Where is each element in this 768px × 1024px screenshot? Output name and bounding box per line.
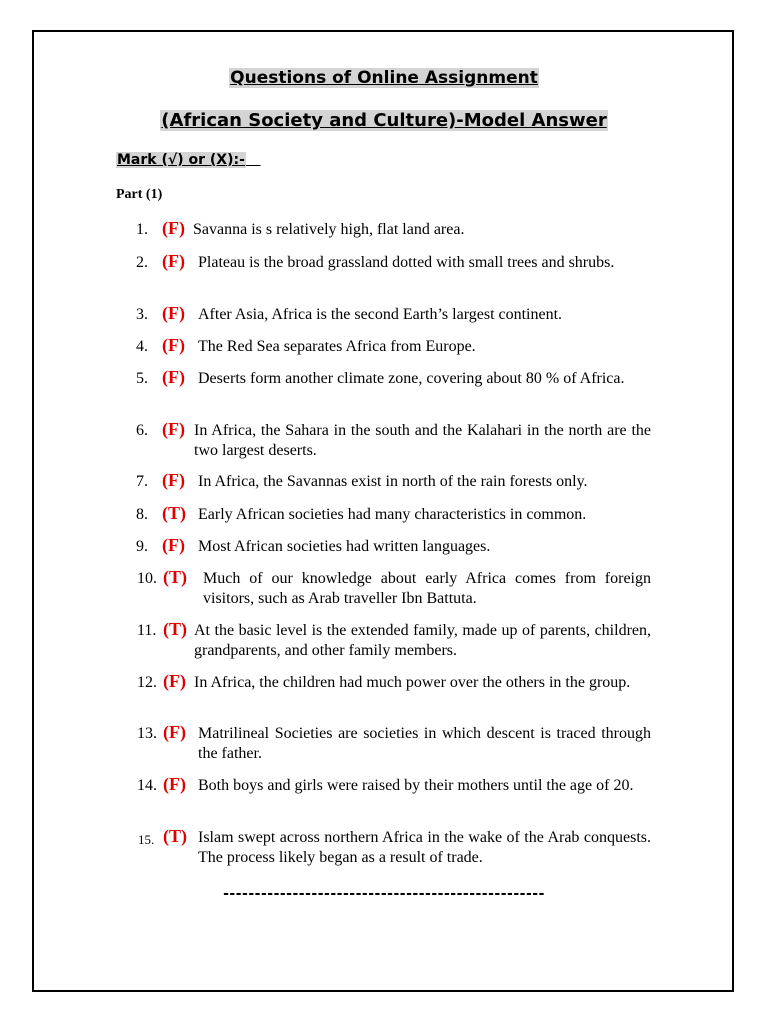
question-number: 6. — [136, 422, 148, 439]
question-item — [136, 253, 651, 273]
answer-mark: (F) — [163, 774, 186, 794]
answer-mark: (F) — [163, 722, 186, 742]
question-item — [136, 673, 651, 693]
question-item — [136, 337, 651, 357]
answer-mark: (F) — [162, 335, 185, 355]
question-number: 13. — [137, 725, 157, 742]
question-text: Most African societies had written languages. — [198, 538, 491, 555]
question-number: 1. — [136, 221, 148, 238]
question-text: The Red Sea separates Africa from Europe. — [198, 338, 476, 355]
question-text: Both boys and girls were raised by their mothers until the age of 20. — [198, 777, 634, 794]
answer-mark: (F) — [162, 367, 185, 387]
question-item — [136, 569, 651, 609]
answer-mark: (F) — [162, 218, 185, 238]
question-text: After Asia, Africa is the second Earth’s largest continent. — [198, 306, 563, 323]
answer-mark: (F) — [163, 671, 186, 691]
question-number: 15. — [138, 832, 155, 847]
question-text: Matrilineal Societies are societies in which descent is traced through the father. — [198, 725, 651, 762]
question-item — [136, 537, 651, 557]
answer-mark: (F) — [162, 470, 185, 490]
question-item — [136, 305, 651, 325]
question-item — [136, 505, 651, 525]
question-number: 12. — [137, 674, 157, 691]
question-item — [136, 220, 651, 240]
part-label: Part (1) — [116, 187, 163, 202]
question-text: Much of our knowledge about early Africa comes from foreign visitors, such as Arab traveller Ibn Battuta. — [203, 570, 651, 607]
question-text: In Africa, the children had much power over the others in the group. — [194, 674, 631, 691]
question-number: 5. — [136, 370, 148, 387]
question-item — [136, 621, 651, 661]
question-text: Plateau is the broad grassland dotted with small trees and shrubs. — [198, 254, 615, 271]
question-number: 3. — [136, 306, 148, 323]
question-number: 9. — [136, 538, 148, 555]
question-number: 11. — [137, 622, 157, 639]
question-text: Savanna is s relatively high, flat land area. — [193, 221, 465, 238]
answer-mark: (T) — [163, 826, 187, 846]
question-item — [136, 421, 651, 461]
answer-mark: (F) — [162, 535, 185, 555]
question-item — [136, 724, 651, 764]
question-text: In Africa, the Sahara in the south and the Kalahari in the north are the two largest deserts. — [194, 422, 651, 459]
answer-mark: (T) — [162, 503, 186, 523]
question-item — [136, 369, 651, 389]
answer-mark: (T) — [163, 619, 187, 639]
answer-mark: (F) — [162, 419, 185, 439]
question-number: 7. — [136, 473, 148, 490]
question-text: At the basic level is the extended family, made up of parents, children, grandparents, and other family members. — [194, 622, 651, 659]
answer-mark: (F) — [162, 251, 185, 271]
divider-line: --------------------------------------------------- — [223, 886, 545, 902]
question-number: 10. — [137, 570, 157, 587]
answer-mark: (T) — [163, 567, 187, 587]
question-text: In Africa, the Savannas exist in north of the rain forests only. — [198, 473, 588, 490]
question-item — [136, 828, 651, 868]
question-text: Islam swept across northern Africa in the wake of the Arab conquests. The process likely began as a result of trade. — [198, 829, 651, 866]
question-number: 4. — [136, 338, 148, 355]
question-text: Early African societies had many characteristics in common. — [198, 506, 587, 523]
page-title: Questions of Online Assignment — [230, 68, 538, 88]
question-text: Deserts form another climate zone, covering about 80 % of Africa. — [198, 370, 625, 387]
question-number: 2. — [136, 254, 148, 271]
question-number: 8. — [136, 506, 148, 523]
instruction-label: Mark (√) or (X):- — [117, 152, 245, 168]
answer-mark: (F) — [162, 303, 185, 323]
page-subtitle: (African Society and Culture)-Model Answer — [161, 110, 607, 131]
question-item — [136, 776, 651, 796]
question-number: 14. — [137, 777, 157, 794]
question-item — [136, 472, 651, 492]
